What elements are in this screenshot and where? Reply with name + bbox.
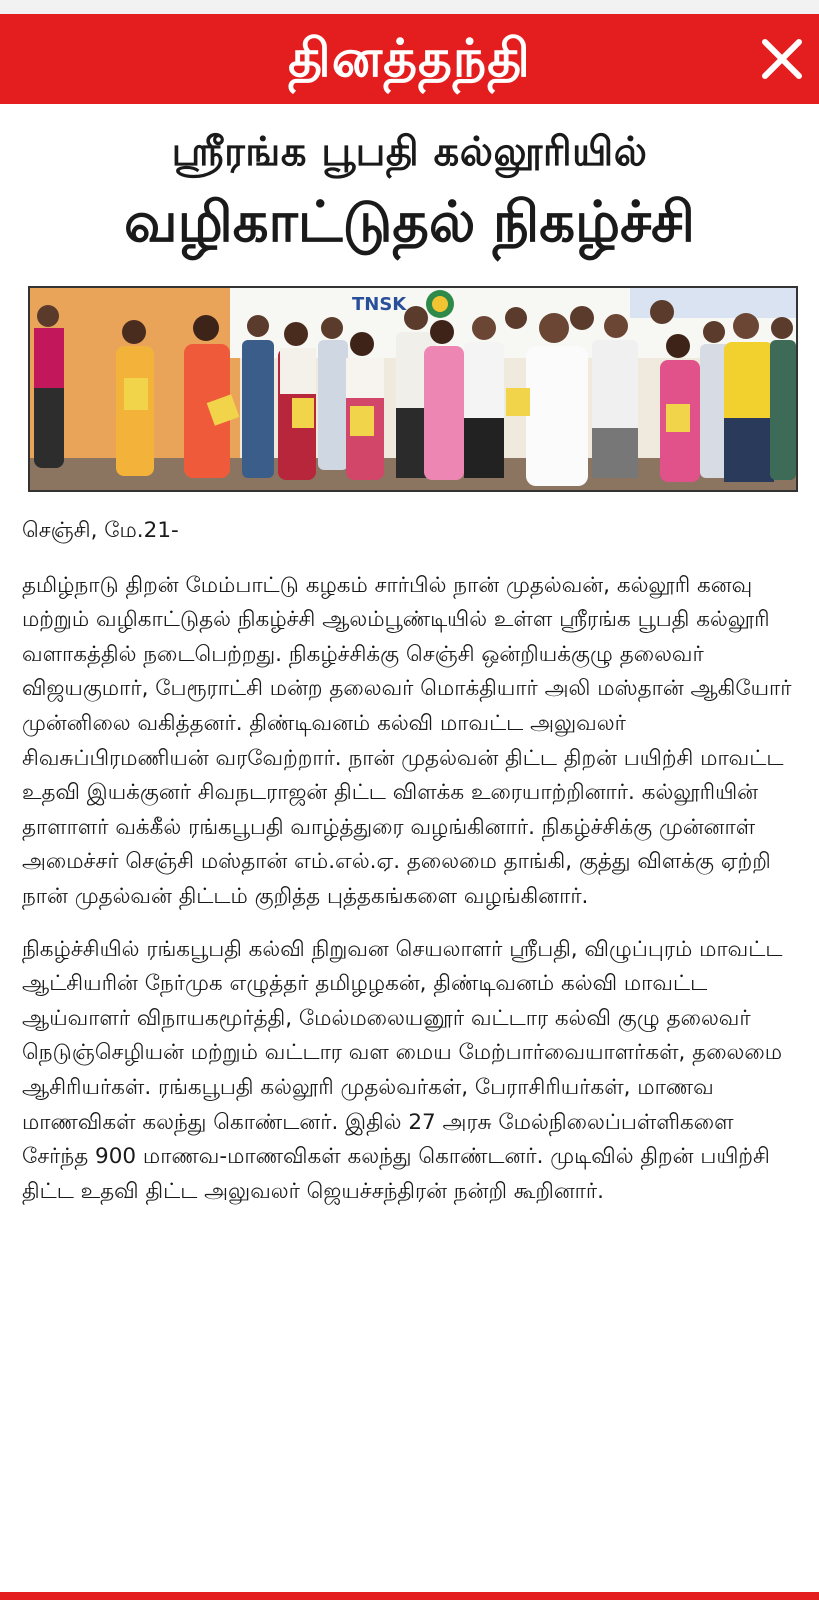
close-icon bbox=[759, 36, 805, 82]
banner-text: TNSK bbox=[352, 294, 407, 315]
headline-line-1: ஸ்ரீரங்க பூபதி கல்லூரியில் bbox=[171, 129, 648, 175]
headline-line-2: வழிகாட்டுதல் நிகழ்ச்சி bbox=[124, 190, 695, 255]
headline bbox=[0, 124, 819, 260]
article-body bbox=[0, 514, 819, 1209]
article-paragraph: தமிழ்நாடு திறன் மேம்பாட்டு கழகம் சார்பில் நான் முதல்வன், கல்லூரி கனவு மற்றும் வழிகாட்டுதல் நிகழ்ச்சி ஆலம்பூண்டியில் உள்ள ஸ்ரீரங்க பூபதி கல்லூரி வளாகத்தில் நடைபெற்றது. நிகழ்ச்சிக்கு செஞ்சி ஒன்றியக்குழு தலைவர் விஜயகுமார், பேரூராட்சி மன்ற தலைவர் மொக்தியார் அலி மஸ்தான் ஆகியோர் முன்னிலை வகித்தனர். திண்டிவனம் கல்வி மாவட்ட அலுவலர் சிவசுப்பிரமணியன் வரவேற்றார். நான் முதல்வன் திட்ட திறன் பயிற்சி மாவட்ட உதவி இயக்குனர் சிவநடராஜன் திட்ட விளக்க உரையாற்றினார். கல்லூரியின் தாளாளர் வக்கீல் ரங்கபூபதி வாழ்த்துரை வழங்கினார். நிகழ்ச்சிக்கு முன்னாள் அமைச்சர் செஞ்சி மஸ்தான் எம்.எல்.ஏ. தலைமை தாங்கி, குத்து விளக்கு ஏற்றி நான் முதல்வன் திட்டம் குறித்த புத்தகங்களை வழங்கினார். bbox=[22, 572, 792, 909]
brand-logo: தினத்தந்தி bbox=[288, 29, 531, 89]
dateline: செஞ்சி, மே.21- bbox=[22, 518, 179, 543]
article-paragraph: நிகழ்ச்சியில் ரங்கபூபதி கல்வி நிறுவன செயலாளர் ஸ்ரீபதி, விழுப்புரம் மாவட்ட ஆட்சியரின் நேர்முக எழுத்தர் தமிழழகன், திண்டிவனம் கல்வி மாவட்ட ஆய்வாளர் விநாயகமூர்த்தி, மேல்மலையனூர் வட்டார கல்வி குழு தலைவர் நெடுஞ்செழியன் மற்றும் வட்டார வள மைய மேற்பார்வையாளர்கள், தலைமை ஆசிரியர்கள். ரங்கபூபதி கல்லூரி முதல்வர்கள், பேராசிரியர்கள், மாணவ மாணவிகள் கலந்து கொண்டனர். இதில் 27 அரசு மேல்நிலைப்பள்ளிகளை சேர்ந்த 900 மாணவ-மாணவிகள் கலந்து கொண்டனர். முடிவில் திறன் பயிற்சி திட்ட உதவி திட்ட அலுவலர் ஜெயச்சந்திரன் நன்றி கூறினார். bbox=[22, 936, 783, 1204]
news-photo-illustration bbox=[30, 288, 796, 490]
status-gap bbox=[0, 0, 819, 14]
close-button[interactable] bbox=[759, 36, 805, 82]
bottom-bar bbox=[0, 1592, 819, 1600]
masthead bbox=[0, 14, 819, 104]
news-photo bbox=[28, 286, 798, 492]
